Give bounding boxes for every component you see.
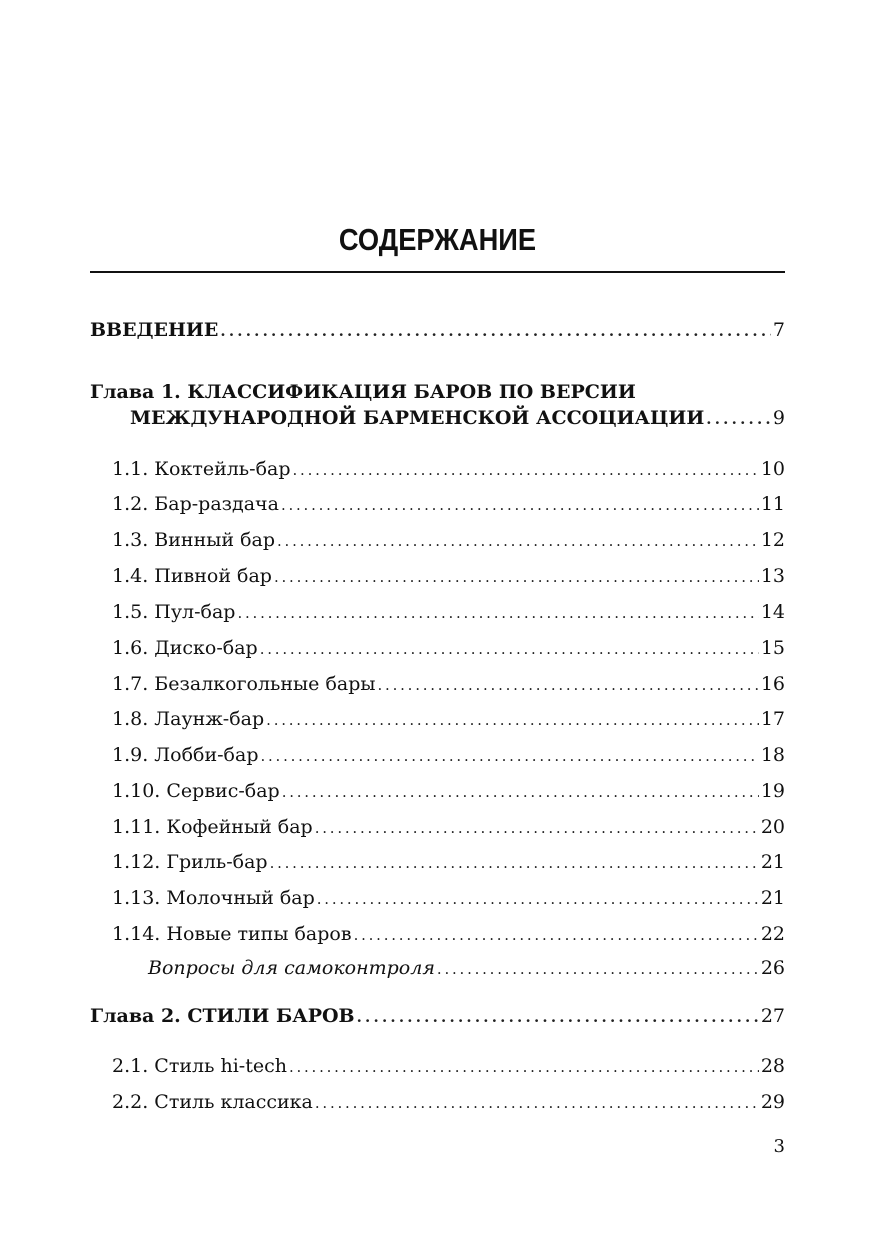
dot-leader xyxy=(315,1091,759,1115)
toc-section-label: 1.11. Кофейный бар xyxy=(112,816,313,838)
toc-section-page: 22 xyxy=(760,923,785,945)
toc-questions[interactable] xyxy=(148,956,785,981)
toc-section[interactable] xyxy=(112,636,785,661)
toc-section-page: 12 xyxy=(760,529,785,551)
toc-section-label: 1.2. Бар-раздача xyxy=(112,493,279,515)
toc-section-label: 1.9. Лобби-бар xyxy=(112,744,259,766)
toc-section[interactable] xyxy=(112,492,785,517)
toc-section-page: 18 xyxy=(760,744,785,766)
toc-section[interactable] xyxy=(112,528,785,553)
toc-section-label: 1.6. Диско-бар xyxy=(112,637,258,659)
toc-questions-label: Вопросы для самоконтроля xyxy=(148,957,435,979)
toc-section[interactable] xyxy=(112,672,785,697)
dot-leader xyxy=(378,673,759,697)
toc-section-label: 1.7. Безалкогольные бары xyxy=(112,673,376,695)
toc-section-label: 2.2. Стиль классика xyxy=(112,1091,313,1113)
chapter-prefix: Глава 2. xyxy=(90,1005,181,1027)
toc-section-label: 1.1. Коктейль-бар xyxy=(112,458,291,480)
toc-section-label: 1.4. Пивной бар xyxy=(112,565,272,587)
dot-leader xyxy=(237,601,758,625)
toc-chapter1-line1[interactable] xyxy=(90,380,636,404)
toc-chapter2-label xyxy=(90,1004,355,1028)
toc-section[interactable] xyxy=(112,779,785,804)
dot-leader xyxy=(437,957,759,981)
dot-leader xyxy=(354,923,759,947)
toc-section-page: 10 xyxy=(760,458,785,480)
dot-leader xyxy=(293,458,759,482)
dot-leader xyxy=(270,851,759,875)
toc-section-label: 1.3. Винный бар xyxy=(112,529,276,551)
toc-entry-page: 9 xyxy=(772,407,785,429)
toc-section-label: 1.10. Сервис-бар xyxy=(112,780,280,802)
page-number: 3 xyxy=(773,1136,785,1157)
dot-leader xyxy=(281,493,759,517)
toc-section-page: 20 xyxy=(760,816,785,838)
dot-leader xyxy=(706,407,771,431)
toc-section[interactable] xyxy=(112,922,785,947)
toc-entry-page: 27 xyxy=(760,1005,785,1027)
dot-leader xyxy=(260,637,759,661)
chapter-title-line1: КЛАССИФИКАЦИЯ БАРОВ ПО ВЕРСИИ xyxy=(187,381,636,403)
dot-leader xyxy=(357,1005,759,1029)
toc-section-page: 11 xyxy=(760,493,785,515)
toc-chapter1-line2[interactable] xyxy=(130,406,785,431)
dot-leader xyxy=(315,816,759,840)
toc-section-label: 2.1. Стиль hi-tech xyxy=(112,1055,287,1077)
toc-section-page: 14 xyxy=(760,601,785,623)
toc-entry-label: ВВЕДЕНИЕ xyxy=(90,319,219,341)
toc-entry-page: 7 xyxy=(772,319,785,341)
dot-leader xyxy=(220,319,771,343)
toc-section-label: 1.13. Молочный бар xyxy=(112,887,315,909)
toc-section-label: 1.14. Новые типы баров xyxy=(112,923,352,945)
title-rule xyxy=(90,271,785,273)
dot-leader xyxy=(274,565,759,589)
toc-section-label: 1.12. Гриль-бар xyxy=(112,851,268,873)
toc-section[interactable] xyxy=(112,600,785,625)
toc-section-page: 19 xyxy=(760,780,785,802)
toc-chapter2[interactable] xyxy=(90,1004,785,1029)
toc-section-page: 17 xyxy=(760,708,785,730)
toc-section-label: 1.8. Лаунж-бар xyxy=(112,708,265,730)
toc-section[interactable] xyxy=(112,707,785,732)
toc-section[interactable] xyxy=(112,886,785,911)
chapter-title-line2: МЕЖДУНАРОДНОЙ БАРМЕНСКОЙ АССОЦИАЦИИ xyxy=(130,407,705,429)
dot-leader xyxy=(266,708,759,732)
toc-section[interactable] xyxy=(112,743,785,768)
toc-section[interactable] xyxy=(112,815,785,840)
toc-section[interactable] xyxy=(112,457,785,482)
dot-leader xyxy=(289,1055,759,1079)
dot-leader xyxy=(282,780,759,804)
dot-leader xyxy=(317,887,759,911)
toc-questions-page: 26 xyxy=(760,957,785,979)
toc-section-page: 29 xyxy=(760,1091,785,1113)
toc-section-page: 21 xyxy=(760,851,785,873)
chapter-title: СТИЛИ БАРОВ xyxy=(187,1005,355,1027)
dot-leader xyxy=(277,529,759,553)
toc-section[interactable] xyxy=(112,1054,785,1079)
toc-section[interactable] xyxy=(112,1090,785,1115)
dot-leader xyxy=(260,744,758,768)
toc-section-page: 21 xyxy=(760,887,785,909)
toc-section[interactable] xyxy=(112,850,785,875)
chapter-prefix: Глава 1. xyxy=(90,381,181,403)
page-title: СОДЕРЖАНИЕ xyxy=(338,222,537,257)
toc-section-label: 1.5. Пул-бар xyxy=(112,601,236,623)
toc-section-page: 16 xyxy=(760,673,785,695)
toc-section-page: 13 xyxy=(760,565,785,587)
toc-section-page: 28 xyxy=(760,1055,785,1077)
toc-entry-intro[interactable] xyxy=(90,318,785,343)
toc-section[interactable] xyxy=(112,564,785,589)
toc-section-page: 15 xyxy=(760,637,785,659)
